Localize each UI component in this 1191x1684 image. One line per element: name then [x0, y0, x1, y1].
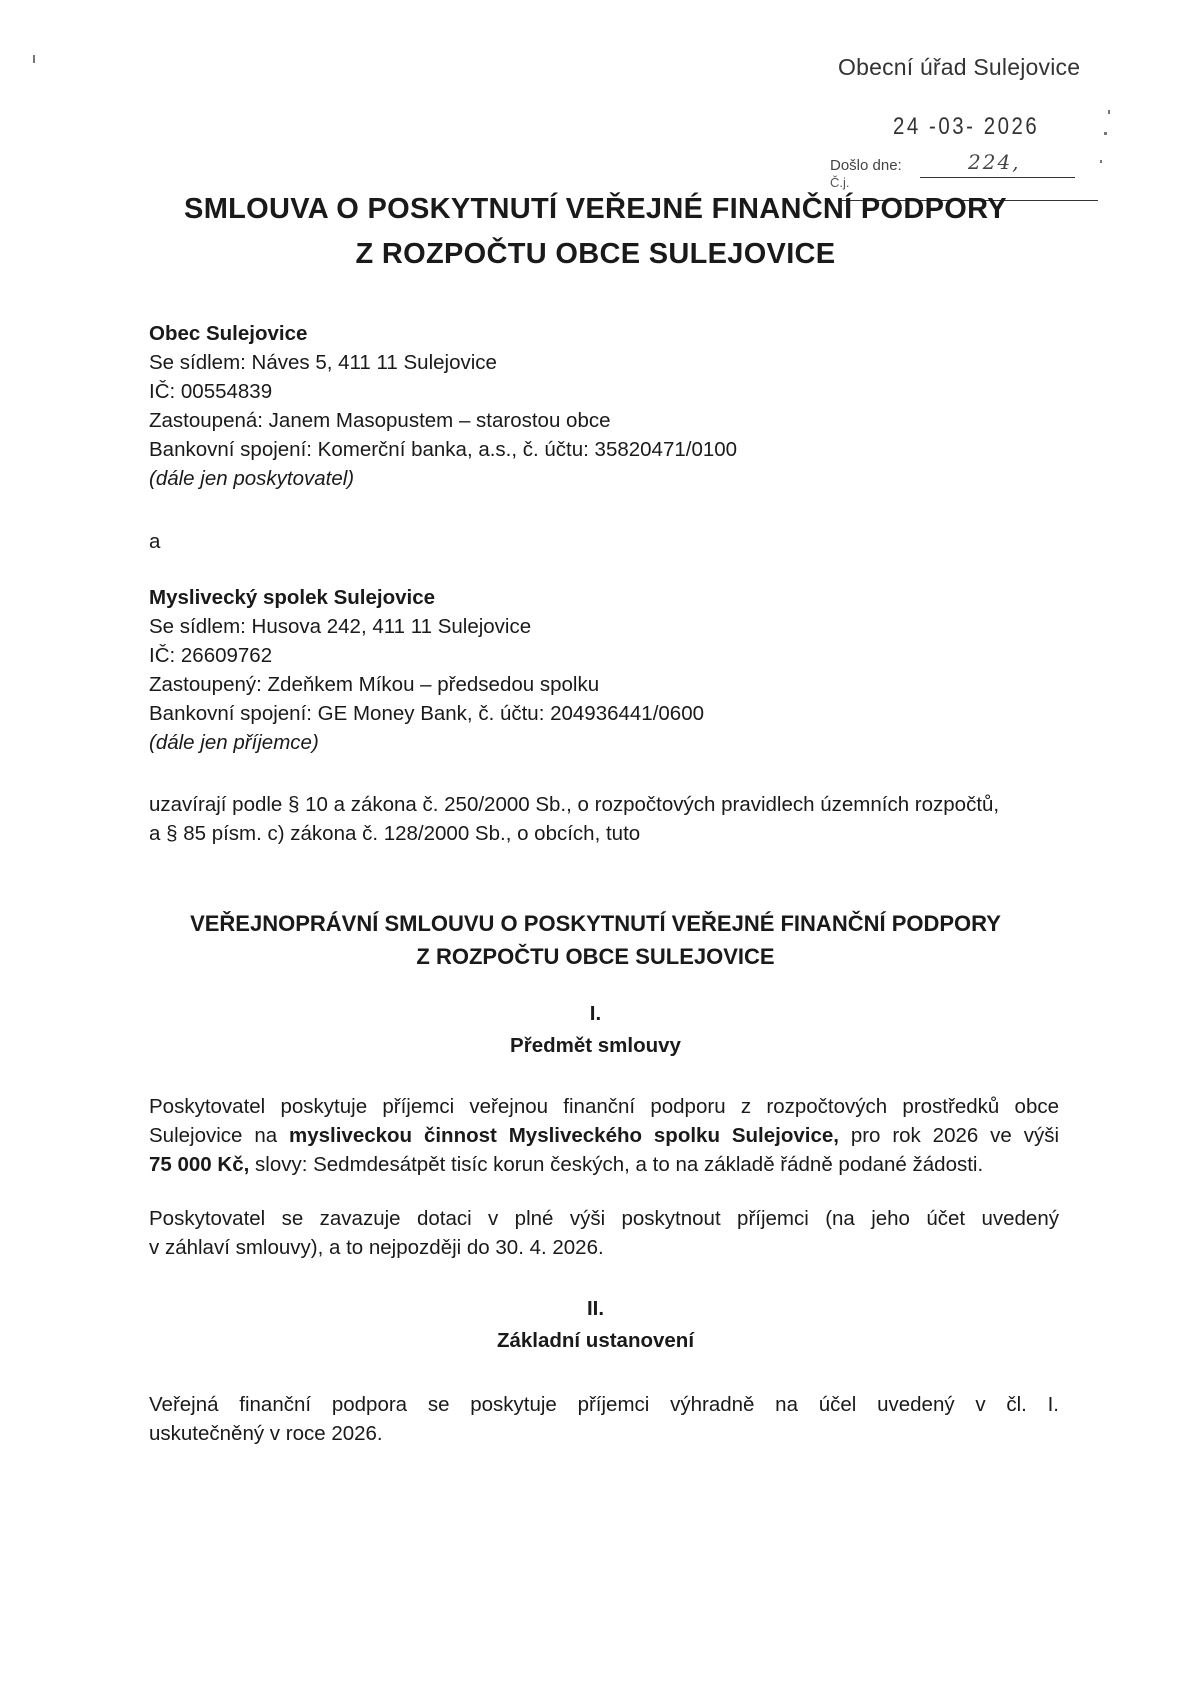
- section-1-paragraph-2: [149, 1204, 1059, 1262]
- scan-speck: [33, 55, 35, 63]
- legal-basis: [149, 790, 999, 848]
- stamp-date: 24 -03- 2026: [893, 113, 1040, 140]
- document-subtitle: Z ROZPOČTU OBCE SULEJOVICE: [355, 238, 836, 270]
- recipient-role: (dále jen příjemce): [149, 731, 319, 754]
- stamp-received-label: Došlo dne:: [830, 157, 902, 174]
- recipient-name: Myslivecký spolek Sulejovice: [149, 586, 436, 609]
- provider-represented: Zastoupená: Janem Masopustem – starostou obce: [149, 409, 611, 432]
- recipient-bank: Bankovní spojení: GE Money Bank, č. účtu: 204936441/0600: [149, 702, 705, 725]
- stamp-underline: [920, 177, 1075, 178]
- section-2-title: Základní ustanovení: [496, 1329, 695, 1352]
- provider-role: (dále jen poskytovatel): [149, 467, 355, 490]
- scan-speck: [1100, 160, 1102, 163]
- recipient-represented: Zastoupený: Zdeňkem Míkou – předsedou spolku: [149, 673, 600, 696]
- stamp-office: Obecní úřad Sulejovice: [838, 54, 1081, 80]
- stamp-ref-label: Č.j.: [830, 175, 850, 190]
- conjunction: a: [149, 530, 161, 553]
- provider-ic: IČ: 00554839: [149, 380, 273, 403]
- contract-heading-sub: Z ROZPOČTU OBCE SULEJOVICE: [416, 944, 775, 969]
- stamp-handwritten-number: 224,: [968, 150, 1021, 174]
- paragraph-line: uskutečněný v roce 2026.: [149, 1422, 383, 1445]
- recipient-block: [149, 583, 704, 757]
- recipient-ic: IČ: 26609762: [149, 644, 273, 667]
- legal-basis-line: a § 85 písm. c) zákona č. 128/2000 Sb., o obcích, tuto: [149, 822, 641, 845]
- legal-basis-line: uzavírají podle § 10 a zákona č. 250/2000 Sb., o rozpočtových pravidlech územních rozpočtů,: [149, 793, 1000, 816]
- text-run: Sulejovice na: [149, 1124, 289, 1147]
- scan-speck: [1108, 110, 1110, 114]
- paragraph-line: [149, 1121, 1059, 1150]
- text-run: slovy: Sedmdesátpět tisíc korun českých, a to na základě řádně podané žádosti.: [249, 1153, 984, 1176]
- paragraph-line: Poskytovatel se zavazuje dotaci v plné výši poskytnout příjemci (na jeho účet uvedený: [149, 1207, 1059, 1230]
- provider-bank: Bankovní spojení: Komerční banka, a.s., č. účtu: 35820471/0100: [149, 438, 738, 461]
- provider-seat: Se sídlem: Náves 5, 411 11 Sulejovice: [149, 351, 497, 374]
- grant-amount: 75 000 Kč,: [149, 1153, 250, 1176]
- section-2-paragraph-1: [149, 1390, 1059, 1448]
- paragraph-line: Veřejná finanční podpora se poskytuje příjemci výhradně na účel uvedený v čl. I.: [149, 1393, 1059, 1416]
- scan-speck: [1104, 132, 1107, 135]
- document-title: SMLOUVA O POSKYTNUTÍ VEŘEJNÉ FINANČNÍ PODPORY: [184, 193, 1007, 225]
- activity-name: mysliveckou činnost Mysliveckého spolku Sulejovice,: [289, 1124, 839, 1147]
- recipient-seat: Se sídlem: Husova 242, 411 11 Sulejovice: [149, 615, 532, 638]
- section-2-number: II.: [586, 1297, 605, 1320]
- text-run: pro rok 2026 ve výši: [838, 1124, 1059, 1147]
- provider-block: [149, 319, 737, 493]
- contract-heading: VEŘEJNOPRÁVNÍ SMLOUVU O POSKYTNUTÍ VEŘEJNÉ FINANČNÍ PODPORY: [190, 911, 1001, 936]
- section-1-number: I.: [589, 1002, 602, 1025]
- section-1-paragraph-1: [149, 1092, 1059, 1179]
- section-1-title: Předmět smlouvy: [510, 1034, 681, 1057]
- paragraph-line: Poskytovatel poskytuje příjemci veřejnou finanční podporu z rozpočtových prostředků obce: [149, 1095, 1059, 1118]
- paragraph-line: [149, 1150, 1059, 1179]
- paragraph-line: v záhlaví smlouvy), a to nejpozději do 30. 4. 2026.: [149, 1236, 604, 1259]
- provider-name: Obec Sulejovice: [149, 322, 308, 345]
